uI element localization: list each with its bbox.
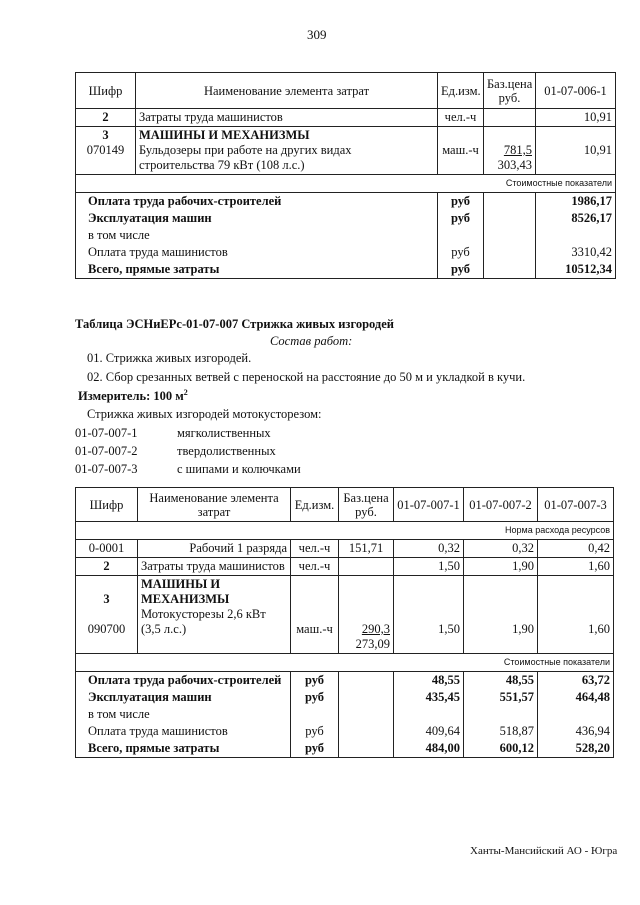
section-resource-norms: Норма расхода ресурсов (76, 522, 614, 540)
page-number: 309 (307, 27, 327, 42)
table-row: 3 090700 МАШИНЫ И МЕХАНИЗМЫ Мотокусторезы 2,6 кВт (3,5 л.с.) маш.-ч 290,3 273,09 1,50 1,90 1,60 (76, 576, 614, 654)
variant-code: 01-07-007-1 (75, 426, 138, 440)
cost-row: Оплата труда машинистов руб 3310,42 (76, 244, 616, 261)
header-name: Наименование элемента затрат (138, 488, 291, 522)
table-01-07-007 (75, 487, 614, 758)
cost-row: Всего, прямые затраты руб 10512,34 (76, 261, 616, 279)
cost-row: в том числе (76, 706, 614, 723)
header-norm: 01-07-006-1 (536, 73, 616, 109)
header-name: Наименование элемента затрат (136, 73, 438, 109)
header-variant-2: 01-07-007-2 (464, 488, 538, 522)
cost-row: Оплата труда машинистов руб 409,64 518,87 436,94 (76, 723, 614, 740)
header-unit: Ед.изм. (438, 73, 484, 109)
cost-row: Всего, прямые затраты руб 484,00 600,12 528,20 (76, 740, 614, 758)
description: Стрижка живых изгородей мотокусторезом: (87, 407, 322, 421)
header-price: Баз.цена руб. (339, 488, 394, 522)
table-row: 2 Затраты труда машинистов чел.-ч 10,91 (76, 109, 616, 127)
composition-heading: Состав работ: (270, 334, 353, 348)
table-row: 2 Затраты труда машинистов чел.-ч 1,50 1,90 1,60 (76, 558, 614, 576)
cost-row: Эксплуатация машин руб 435,45 551,57 464,48 (76, 689, 614, 706)
work-item: 02. Сбор срезанных ветвей с переноской на расстояние до 50 м и укладкой в кучи. (87, 370, 526, 384)
variant-code: 01-07-007-2 (75, 444, 138, 458)
cost-row: в том числе (76, 227, 616, 244)
variant-name: твердолиственных (177, 444, 276, 458)
header-unit: Ед.изм. (291, 488, 339, 522)
cost-row: Эксплуатация машин руб 8526,17 (76, 210, 616, 227)
table-title: Таблица ЭСНиЕРс-01-07-007 Стрижка живых изгородей (75, 317, 394, 331)
table-row: 3 070149 МАШИНЫ И МЕХАНИЗМЫ Бульдозеры при работе на других видах строительства 79 кВт (108 л.с.) маш.-ч 781,5 303,43 10,91 (76, 127, 616, 175)
header-code: Шифр (76, 488, 138, 522)
table-01-07-006 (75, 72, 616, 279)
measure: Измеритель: 100 $м^2$ (78, 388, 188, 404)
section-cost-indicators: Стоимостные показатели (76, 175, 616, 193)
cost-row: Оплата труда рабочих-строителей руб 1986,17 (76, 193, 616, 211)
header-price: Баз.цена руб. (484, 73, 536, 109)
header-variant-1: 01-07-007-1 (394, 488, 464, 522)
cost-row: Оплата труда рабочих-строителей руб 48,55 48,55 63,72 (76, 672, 614, 690)
section-cost-indicators: Стоимостные показатели (76, 654, 614, 672)
table-row: 0-0001 Рабочий 1 разряда чел.-ч 151,71 0,32 0,32 0,42 (76, 540, 614, 558)
variant-name: с шипами и колючками (177, 462, 301, 476)
footer-region: Ханты-Мансийский АО - Югра (470, 845, 618, 857)
header-variant-3: 01-07-007-3 (538, 488, 614, 522)
header-code: Шифр (76, 73, 136, 109)
variant-code: 01-07-007-3 (75, 462, 138, 476)
work-item: 01. Стрижка живых изгородей. (87, 351, 252, 365)
variant-name: мягколиственных (177, 426, 271, 440)
